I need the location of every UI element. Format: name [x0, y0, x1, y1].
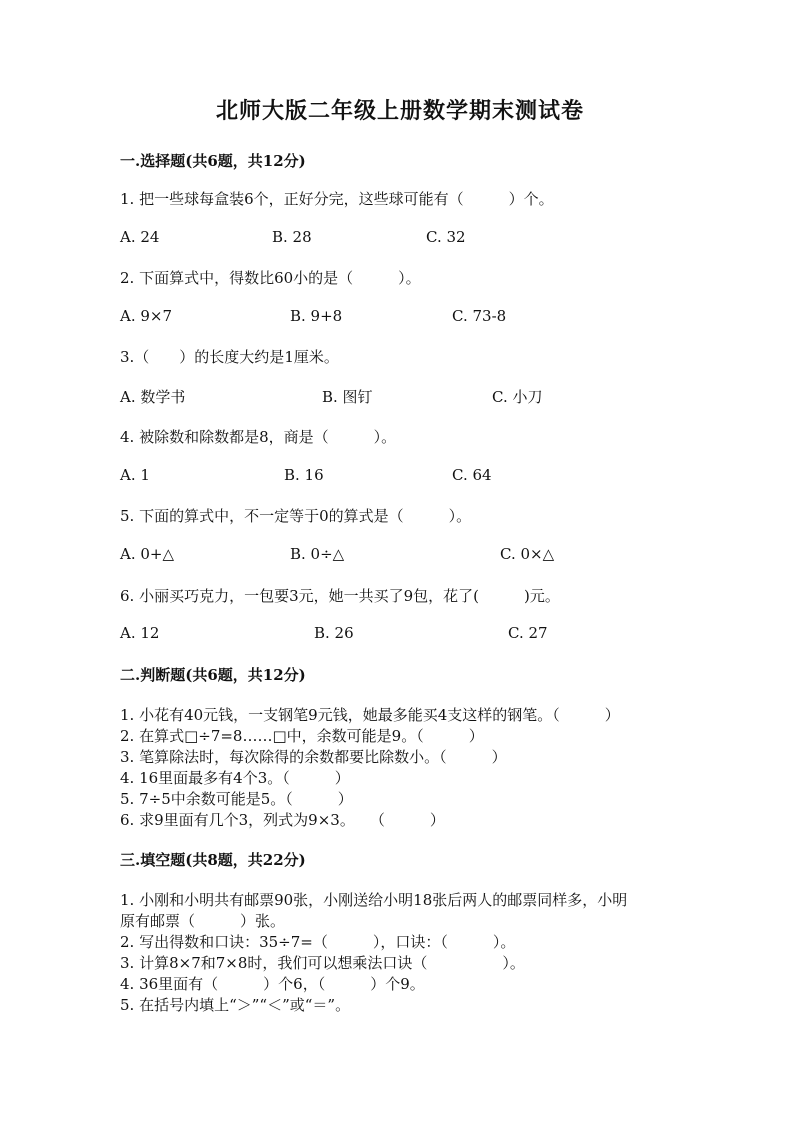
- option-a: A. 数学书: [120, 388, 186, 406]
- fill-item-5: 5. 在括号内填上“＞”“＜”或“＝”。: [120, 996, 351, 1014]
- option-c: C. 小刀: [492, 388, 543, 406]
- question-4: 4. 被除数和除数都是8，商是（ ）。: [120, 428, 397, 446]
- fill-item-4: 4. 36里面有（ ）个6，（ ）个9。: [120, 975, 425, 993]
- option-b: B. 9+8: [290, 307, 343, 325]
- section-heading-judge: 二.判断题(共6题，共12分): [120, 666, 306, 684]
- judge-item-6: 6. 求9里面有几个3，列式为9×3。 （ ）: [120, 811, 445, 829]
- judge-item-4: 4. 16里面最多有4个3。（ ）: [120, 769, 350, 787]
- question-5: 5. 下面的算式中，不一定等于0的算式是（ ）。: [120, 507, 472, 525]
- option-a: A. 1: [120, 466, 150, 484]
- option-c: C. 32: [426, 228, 466, 246]
- judge-item-5: 5. 7÷5中余数可能是5。（ ）: [120, 790, 353, 808]
- section-heading-fill: 三.填空题(共8题，共22分): [120, 851, 306, 869]
- question-3: 3.（ ）的长度大约是1厘米。: [120, 348, 339, 366]
- judge-item-3: 3. 笔算除法时，每次除得的余数都要比除数小。（ ）: [120, 748, 507, 766]
- fill-item-1: 1. 小刚和小明共有邮票90张，小刚送给小明18张后两人的邮票同样多，小明: [120, 891, 628, 909]
- question-2: 2. 下面算式中，得数比60小的是（ ）。: [120, 269, 421, 287]
- option-b: B. 26: [314, 624, 354, 642]
- fill-item-1-cont: 原有邮票（ ）张。: [120, 912, 286, 930]
- option-c: C. 73-8: [452, 307, 507, 325]
- option-a: A. 12: [120, 624, 160, 642]
- question-1: 1. 把一些球每盒装6个，正好分完，这些球可能有（ ）个。: [120, 190, 554, 208]
- option-c: C. 0×△: [500, 545, 555, 563]
- option-a: A. 0+△: [120, 545, 175, 563]
- fill-item-3: 3. 计算8×7和7×8时，我们可以想乘法口诀（ ）。: [120, 954, 525, 972]
- option-c: C. 64: [452, 466, 492, 484]
- option-b: B. 0÷△: [290, 545, 345, 563]
- page-title: 北师大版二年级上册数学期末测试卷: [215, 98, 584, 124]
- option-b: B. 图钉: [322, 388, 373, 406]
- judge-item-1: 1. 小花有40元钱，一支钢笔9元钱，她最多能买4支这样的钢笔。（ ）: [120, 706, 620, 724]
- option-b: B. 28: [272, 228, 312, 246]
- option-a: A. 9×7: [120, 307, 173, 325]
- question-6: 6. 小丽买巧克力，一包要3元，她一共买了9包，花了( )元。: [120, 587, 560, 605]
- option-b: B. 16: [284, 466, 324, 484]
- section-heading-choice: 一.选择题(共6题，共12分): [120, 152, 306, 170]
- fill-item-2: 2. 写出得数和口诀：35÷7=（ ），口诀：（ ）。: [120, 933, 516, 951]
- option-c: C. 27: [508, 624, 548, 642]
- judge-item-2: 2. 在算式□÷7=8……□中，余数可能是9。（ ）: [120, 727, 484, 745]
- option-a: A. 24: [120, 228, 160, 246]
